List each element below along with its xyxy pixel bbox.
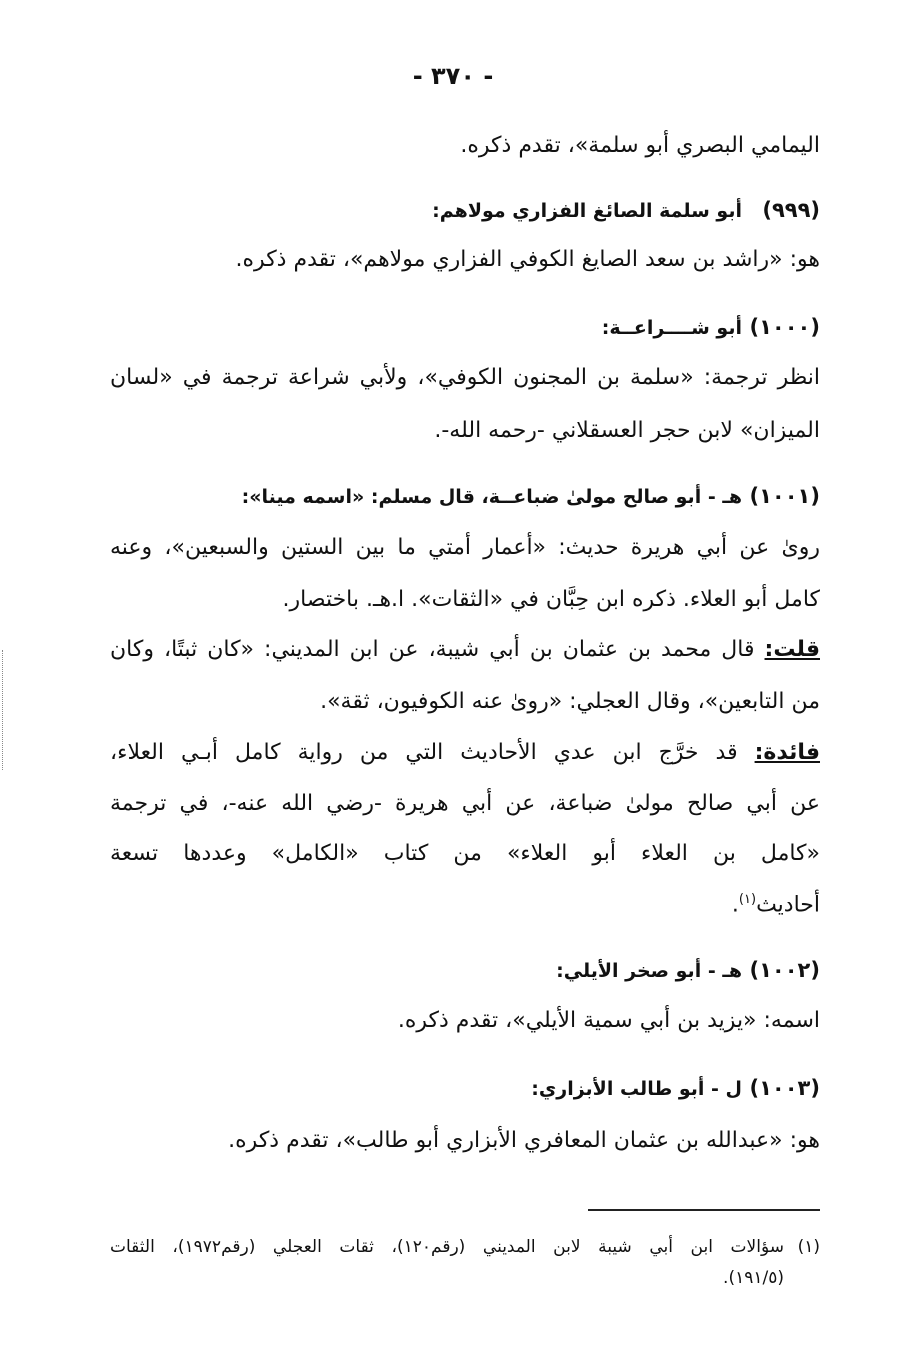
footnote-line: (١٩١/٥). xyxy=(723,1268,784,1288)
note-label: قلت: xyxy=(764,637,820,662)
text-line-benefit xyxy=(110,733,820,773)
text-line: رویٰ عن أبي هريرة حديث: «أعمار أمتي ما بين الستين والسبعين»، وعنه xyxy=(110,535,820,560)
page-number: - ٣٧٠ - xyxy=(412,62,494,90)
text-line: اسمه: «يزيد بن أبي سمية الأيلي»، تقدم ذكره. xyxy=(397,1008,820,1033)
benefit-text: قد خرَّج ابن عدي الأحاديث التي من رواية كامل أبـي العلاء، xyxy=(110,740,755,765)
entry-number: (٩٩٩) xyxy=(762,198,820,222)
text-line-note xyxy=(110,630,820,670)
text-line-end: . xyxy=(731,892,739,918)
note-text: قال محمد بن عثمان بن أبي شيبة، عن ابن المديني: «كان ثبتًا، وكان xyxy=(110,637,765,662)
entry-heading-1002 xyxy=(110,950,820,991)
benefit-label: فائدة: xyxy=(754,740,820,765)
entry-number: (١٠٠٣) xyxy=(749,1076,820,1100)
footnote-separator xyxy=(588,1209,820,1211)
entry-heading-1001 xyxy=(110,476,820,517)
text-line: اليمامي البصري أبو سلمة»، تقدم ذكره. xyxy=(460,133,820,158)
text-line: الميزان» لابن حجر العسقلاني -رحمه الله-. xyxy=(434,418,820,443)
text-line: كامل أبو العلاء. ذكره ابن حِبَّان في «الثقات». ا.هـ. باختصار. xyxy=(282,587,820,612)
entry-title: هـ - أبو صالح مولىٰ ضباعــة، قال مسلم: «اسمه مينا»: xyxy=(241,486,742,508)
footnote-text: سؤالات ابن أبي شيبة لابن المديني (رقم١٢٠)، ثقات العجلي (رقم١٩٧٢)، الثقات xyxy=(110,1237,784,1257)
entry-heading-999 xyxy=(110,190,820,231)
text-line: هو: «راشد بن سعد الصايغ الكوفي الفزاري مولاهم»، تقدم ذكره. xyxy=(235,247,820,272)
text-line: عن أبي صالح مولىٰ ضباعة، عن أبي هريرة -رضي الله عنه-، في ترجمة xyxy=(110,791,820,816)
text-line: هو: «عبدالله بن عثمان المعافري الأبزاري أبو طالب»، تقدم ذكره. xyxy=(228,1128,820,1153)
entry-number: (١٠٠٠) xyxy=(749,315,820,339)
entry-title: أبو سلمة الصائغ الفزاري مولاهم: xyxy=(432,200,742,222)
text-line-body: أحاديث xyxy=(756,892,820,918)
footnote-number: (١) xyxy=(797,1237,820,1257)
footnote-line xyxy=(110,1233,820,1261)
text-line: انظر ترجمة: «سلمة بن المجنون الكوفي»، ولأبي شراعة ترجمة في «لسان xyxy=(110,365,820,390)
entry-title: أبو شــــراعــة: xyxy=(601,317,742,339)
entry-heading-1000 xyxy=(110,307,820,348)
entry-number: (١٠٠٢) xyxy=(749,958,820,982)
text-line: «كامل بن العلاء أبو العلاء» من كتاب «الكامل» وعددها تسعة xyxy=(110,841,820,866)
footnote-ref: (١) xyxy=(738,892,757,907)
entry-heading-1003 xyxy=(110,1068,820,1109)
entry-title: هـ - أبو صخر الأيلي: xyxy=(556,960,742,982)
entry-number: (١٠٠١) xyxy=(749,484,820,508)
entry-title: ل - أبو طالب الأبزاري: xyxy=(531,1078,742,1100)
text-line xyxy=(110,880,820,925)
text-line: من التابعين»، وقال العجلي: «رویٰ عنه الكوفيون، ثقة». xyxy=(320,689,820,714)
scan-margin-marks xyxy=(2,650,9,770)
